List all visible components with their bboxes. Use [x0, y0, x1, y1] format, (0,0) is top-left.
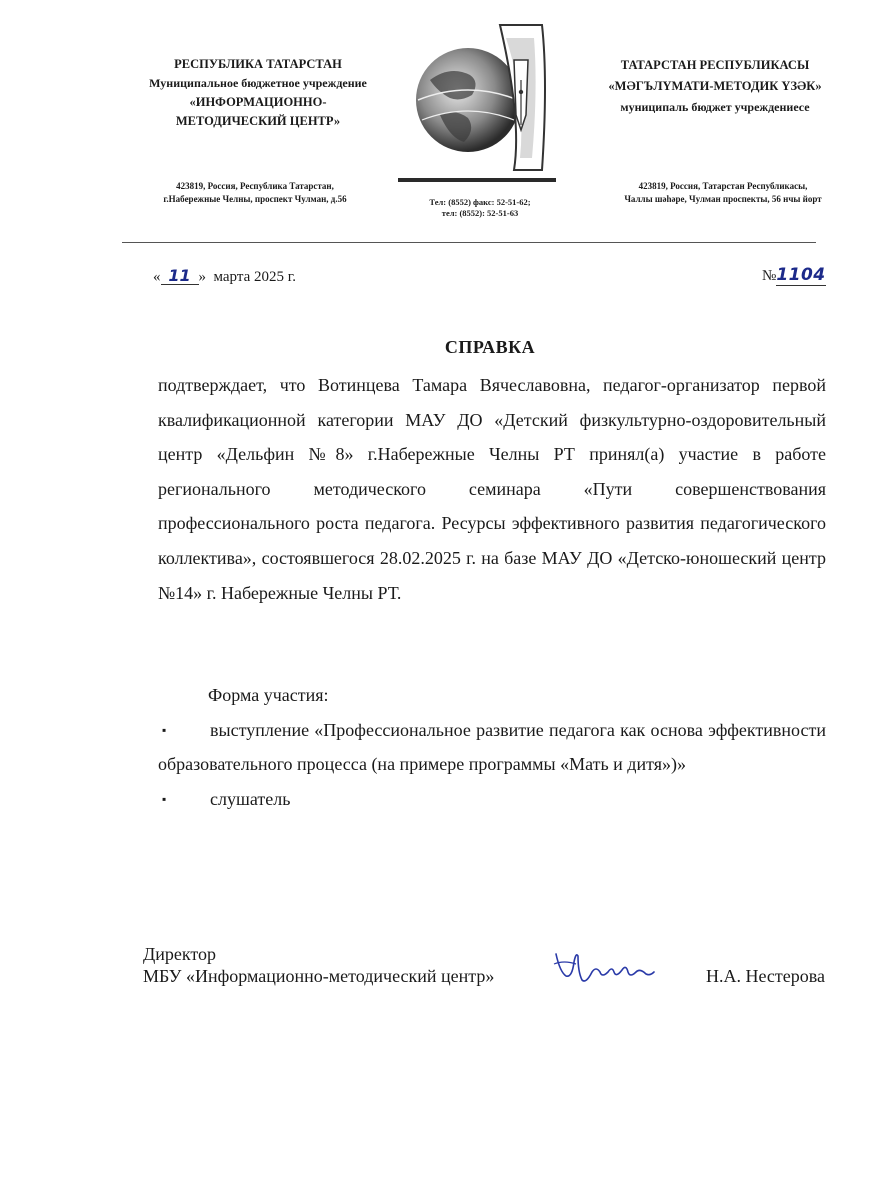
document-number	[762, 265, 826, 286]
number-value-handwritten: 1104	[776, 265, 826, 285]
list-item-text: выступление «Профессиональное развитие педагога как основа эффективности образовательного процесса (на примере программы «Мать и дитя»)»	[158, 719, 826, 775]
date-open-quote: «	[153, 269, 161, 285]
list-item-text: слушатель	[210, 788, 291, 809]
header-right-org-name: «МӘГЪЛҮМАТИ-МЕТОДИК ҮЗӘК»	[608, 79, 822, 93]
body-paragraph: подтверждает, что Вотинцева Тамара Вячеславовна, педагог-организатор первой квалификационной категории МАУ ДО «Детский физкультурно-оздоровительный центр «Дельфин №8» г.Набережные Челны РТ принял(а) участие в работе регионального методического семинара «Пути совершенствования профессионального роста педагога. Ресурсы эффективного развития педагогического коллектива», состоявшегося 28.02.2025 г. на базе МАУ ДО «Детско-юношеский центр №14» г. Набережные Челны РТ.	[158, 375, 826, 603]
header-left-org-name-1: «ИНФОРМАЦИОННО-	[189, 95, 327, 109]
address-right-line-1: 423819, Россия, Татарстан Республикасы,	[638, 181, 808, 191]
number-label: №	[762, 268, 777, 284]
participation-form	[158, 678, 826, 816]
list-item	[158, 782, 826, 817]
form-title: Форма участия:	[208, 685, 329, 705]
header-left	[118, 55, 398, 131]
bullet-icon: ▪	[162, 722, 167, 737]
bullet-icon: ▪	[162, 791, 167, 806]
document-title: СПРАВКА	[444, 337, 536, 357]
address-left-line-2: г.Набережные Челны, проспект Чулман, д.56	[163, 194, 347, 204]
header-right-org-type: муниципаль бюджет учреждениесе	[620, 100, 810, 114]
document-date	[153, 268, 296, 286]
document-body	[158, 368, 826, 610]
header-right	[585, 55, 845, 118]
header-divider	[122, 242, 816, 243]
date-day-handwritten: 11	[161, 268, 199, 285]
address-right	[598, 180, 848, 206]
address-left-line-1: 423819, Россия, Республика Татарстан,	[176, 181, 334, 191]
header-left-org-name-2: МЕТОДИЧЕСКИЙ ЦЕНТР»	[175, 114, 341, 128]
handwritten-signature-icon	[548, 942, 658, 992]
signer-organization: МБУ «Информационно-методический центр»	[143, 966, 495, 986]
signature-block	[143, 943, 833, 987]
header-left-org-type: Муниципальное бюджетное учреждение	[149, 76, 367, 90]
date-close-quote: »	[198, 269, 206, 285]
signer-name: Н.А. Нестерова	[705, 966, 825, 986]
contact-line-2: тел: (8552): 52-51-63	[441, 208, 519, 218]
logo-underline	[398, 178, 556, 182]
list-item	[158, 713, 826, 782]
date-rest: марта 2025 г.	[213, 269, 296, 285]
contact-line-1: Тел: (8552) факс: 52-51-62;	[429, 197, 531, 207]
contact-info	[405, 197, 555, 219]
header-left-title: РЕСПУБЛИКА ТАТАРСТАН	[174, 57, 342, 71]
signer-position: Директор	[143, 944, 217, 964]
header-right-title: ТАТАРСТАН РЕСПУБЛИКАСЫ	[620, 58, 810, 72]
address-right-line-2: Чаллы шәһәре, Чулман проспекты, 56 нчы йорт	[624, 194, 822, 204]
address-left	[130, 180, 380, 206]
globe-pen-logo-icon	[410, 20, 550, 180]
